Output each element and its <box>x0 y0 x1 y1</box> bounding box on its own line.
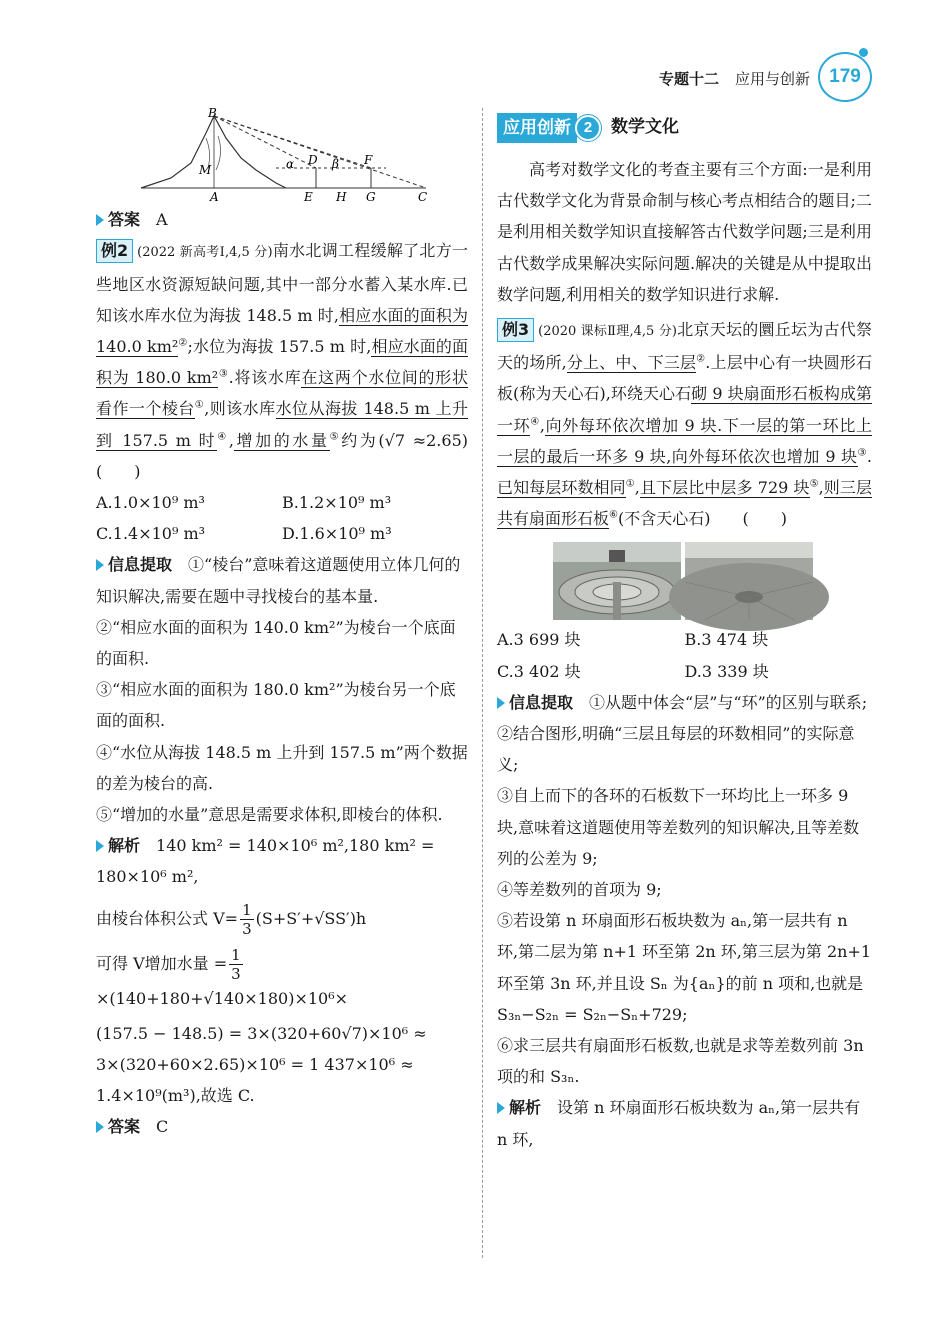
option-c[interactable]: C.3 402 块 <box>497 661 581 681</box>
formula-line <box>96 901 468 938</box>
ex2-text: ,则该水库 <box>204 399 276 419</box>
analysis-label: 解析 <box>497 1098 541 1117</box>
ex2-mark: ② <box>178 337 188 349</box>
example-2 <box>96 235 485 487</box>
info-item: ①“棱台”意味着这道题使用立体几何的知识解决,需要在题中寻找棱台的基本量. <box>96 555 461 606</box>
ex3-underline: 砌 9 块扇面形石板构成第一环 <box>497 384 872 435</box>
info-item: ④等差数列的首项为 9; <box>497 880 662 900</box>
ex3-text: , <box>818 478 824 498</box>
ex2-mark: ⑤ <box>329 431 342 443</box>
ex3-text: , <box>634 478 640 498</box>
example-3-options <box>497 624 872 686</box>
column-divider <box>482 108 483 1258</box>
fig-label-m: M <box>199 163 212 177</box>
example-3 <box>497 314 872 534</box>
ex3-mark: ① <box>625 478 635 490</box>
intro-paragraph: 高考对数学文化的考查主要有三个方面:一是利用古代数学文化为背景命制与核心考点相结合的题目;二是利用相关数学知识直接解答古代数学问题;三是利用古代数学成果解决实际问题.解决的关键是从中提取出数学问题,利用相关的数学知识进行求解. <box>497 160 872 304</box>
fraction-num: 1 <box>242 900 252 919</box>
answer-2 <box>96 1111 468 1142</box>
ex2-underline: 水位从海拔 148.5 m 上升到 157.5 m 时 <box>96 399 468 450</box>
calc-line-2: (157.5 − 148.5) = 3×(320+60√7)×10⁶ ≈ 3×(320+60×2.65)×10⁶ = 1 437×10⁶ ≈ 1.4×10⁹(m³),故选 C. <box>96 1023 427 1106</box>
fig-label-beta: β <box>332 157 339 171</box>
left-column <box>96 106 485 1143</box>
info-item: ②结合图形,明确“三层且每层的环数相同”的实际意义; <box>497 724 855 775</box>
fig-label-f: F <box>364 153 373 167</box>
section-title <box>497 108 872 148</box>
fraction-den: 3 <box>242 919 252 938</box>
section-name: 数学文化 <box>611 117 679 138</box>
fraction-den: 3 <box>231 964 241 983</box>
fig-label-alpha: α <box>286 157 295 171</box>
option-a[interactable]: A.3 699 块 <box>497 630 581 650</box>
info-item: ②“相应水面的面积为 140.0 km²”为棱台一个底面的面积. <box>96 617 456 669</box>
example-2-options <box>96 487 468 549</box>
formula-text: 由棱台体积公式 V= <box>96 908 239 928</box>
ex2-text: ;水位为海拔 157.5 m 时, <box>187 337 372 357</box>
info-label: 信息提取 <box>96 555 172 574</box>
formula-text: (S+S′+√SS′)h <box>255 908 367 928</box>
ex2-underline: 相应水面的面积为 180.0 km² <box>96 337 469 388</box>
ex3-underline: 分上、中、下三层 <box>566 353 697 373</box>
fraction <box>240 901 254 938</box>
ex3-text: . <box>866 446 873 466</box>
ex2-text: 南水北调工程缓解了北方一些地区水资源短缺问题,其中一部分水蓄入某水库.已知该水库水位为海拔 148.5 m 时, <box>96 241 468 325</box>
answer-1-label: 答案 <box>96 210 140 229</box>
calc-text: 可得 V增加水量 = <box>96 953 228 973</box>
ex2-mark: ① <box>194 400 205 412</box>
ex3-text: 北京天坛的圜丘坛为古代祭天的场所, <box>497 320 872 373</box>
info-block <box>497 687 872 718</box>
ex2-text: , <box>228 430 234 450</box>
info-item: ③“相应水面的面积为 180.0 km²”为棱台另一个底面的面积. <box>96 680 456 731</box>
analysis-text: 140 km² = 140×10⁶ m²,180 km² = 180×10⁶ m², <box>96 836 435 887</box>
temple-photo-center-stone <box>685 542 813 620</box>
option-c[interactable]: C.1.4×10⁹ m³ <box>96 524 206 544</box>
ex3-underline: 向外每环依次增加 9 块.下一层的第一环比上一层的最后一环多 9 块,向外每环依次也增加 9 块 <box>497 415 872 466</box>
right-column <box>497 108 872 1155</box>
header-topic: 专题十二 <box>658 69 719 88</box>
info-item: ①从题中体会“层”与“环”的区别与联系; <box>589 692 868 712</box>
analysis-block <box>96 830 468 892</box>
analysis-text: 设第 n 环扇面形石板块数为 aₙ,第一层共有 n 环, <box>497 1098 861 1149</box>
answer-1 <box>96 204 468 235</box>
info-block <box>96 549 468 611</box>
ex2-underline: 相应水面的面积为 140.0 km² <box>96 305 468 357</box>
info-item: ⑥求三层共有扇面形石板数,也就是求等差数列前 3n 项的和 S₃ₙ. <box>497 1036 864 1087</box>
fig-label-e: E <box>304 190 313 204</box>
fraction <box>229 946 243 983</box>
ex3-mark: ④ <box>530 416 540 428</box>
calc-line <box>96 946 468 1014</box>
ex2-underline: 在这两个水位间的形状看作一个棱台 <box>96 368 469 419</box>
answer-2-label: 答案 <box>96 1117 140 1136</box>
fig-label-b: B <box>208 106 217 120</box>
ex3-mark: ② <box>696 353 706 365</box>
page-number: 179 <box>818 52 872 102</box>
temple-photo-aerial <box>553 542 681 620</box>
calc-text: ×(140+180+√140×180)×10⁶× <box>96 988 349 1008</box>
section-box: 应用创新 <box>497 113 577 143</box>
info-item: ⑤若设第 n 环扇面形石板块数为 aₙ,第一层共有 n 环,第二层为第 n+1 环至第 2n 环,第三层为第 2n+1 环至第 3n 环,并且设 Sₙ 为{aₙ}的前 n 项和,也就是 S₃ₙ−S₂ₙ = S₂ₙ−Sₙ+729; <box>497 911 872 1024</box>
ex2-underline: 增加的水量 <box>233 430 330 450</box>
ex3-underline: 则三层共有扇面形石板 <box>497 478 872 529</box>
fraction-num: 1 <box>231 945 241 964</box>
fig-label-h: H <box>336 190 347 204</box>
example-2-badge: 例2 <box>96 239 133 263</box>
fig-label-d: D <box>308 153 318 167</box>
ex2-mark: ④ <box>217 431 229 443</box>
info-item: ③自上而下的各环的石板数下一环均比上一环多 9 块,意味着这道题使用等差数列的知识解决,且等差数列的公差为 9; <box>497 786 860 868</box>
temple-photos <box>553 542 872 620</box>
analysis-block <box>497 1092 872 1154</box>
ex3-mark: ③ <box>857 447 867 459</box>
mountain-figure <box>96 106 468 204</box>
header-title: 应用与创新 <box>734 69 810 88</box>
ex3-underline: 已知每层环数相同 <box>497 478 626 498</box>
ex3-mark: ⑥ <box>609 509 618 521</box>
section-number: 2 <box>575 115 601 141</box>
ex3-text: .上层中心有一块圆形石板(称为天心石),环绕天心石 <box>497 353 872 404</box>
ex2-text: 约为(√7 ≈2.65) ( ) <box>96 430 485 481</box>
ex2-mark: ③ <box>218 368 229 380</box>
option-a[interactable]: A.1.0×10⁹ m³ <box>96 493 205 513</box>
example-2-source: (2022 新高考Ⅰ,4,5 分) <box>137 245 273 261</box>
ex2-text: .将该水库 <box>228 368 302 388</box>
answer-1-value: A <box>156 210 168 230</box>
answer-2-value: C <box>156 1117 169 1137</box>
fig-label-a: A <box>210 190 219 204</box>
example-3-badge: 例3 <box>497 318 534 342</box>
ex3-underline: 且下层比中层多 729 块 <box>639 478 810 498</box>
fig-label-c: C <box>418 190 428 204</box>
option-b[interactable]: B.1.2×10⁹ m³ <box>282 493 392 513</box>
option-b[interactable]: B.3 474 块 <box>684 630 769 650</box>
option-d[interactable]: D.1.6×10⁹ m³ <box>282 524 392 544</box>
info-label: 信息提取 <box>497 693 573 712</box>
option-d[interactable]: D.3 339 块 <box>684 661 769 681</box>
example-3-source: (2020 课标Ⅱ理,4,5 分) <box>538 324 678 340</box>
info-item: ④“水位从海拔 148.5 m 上升到 157.5 m”两个数据的差为棱台的高. <box>96 742 468 793</box>
info-item: ⑤“增加的水量”意思是需要求体积,即棱台的体积. <box>96 805 443 825</box>
ex3-text: (不含天心石) ( ) <box>617 509 787 529</box>
analysis-label: 解析 <box>96 836 140 855</box>
fig-label-g: G <box>366 190 376 204</box>
ex3-text: , <box>539 415 545 435</box>
ex3-mark: ⑤ <box>809 478 819 490</box>
page-number-dot <box>859 48 868 57</box>
